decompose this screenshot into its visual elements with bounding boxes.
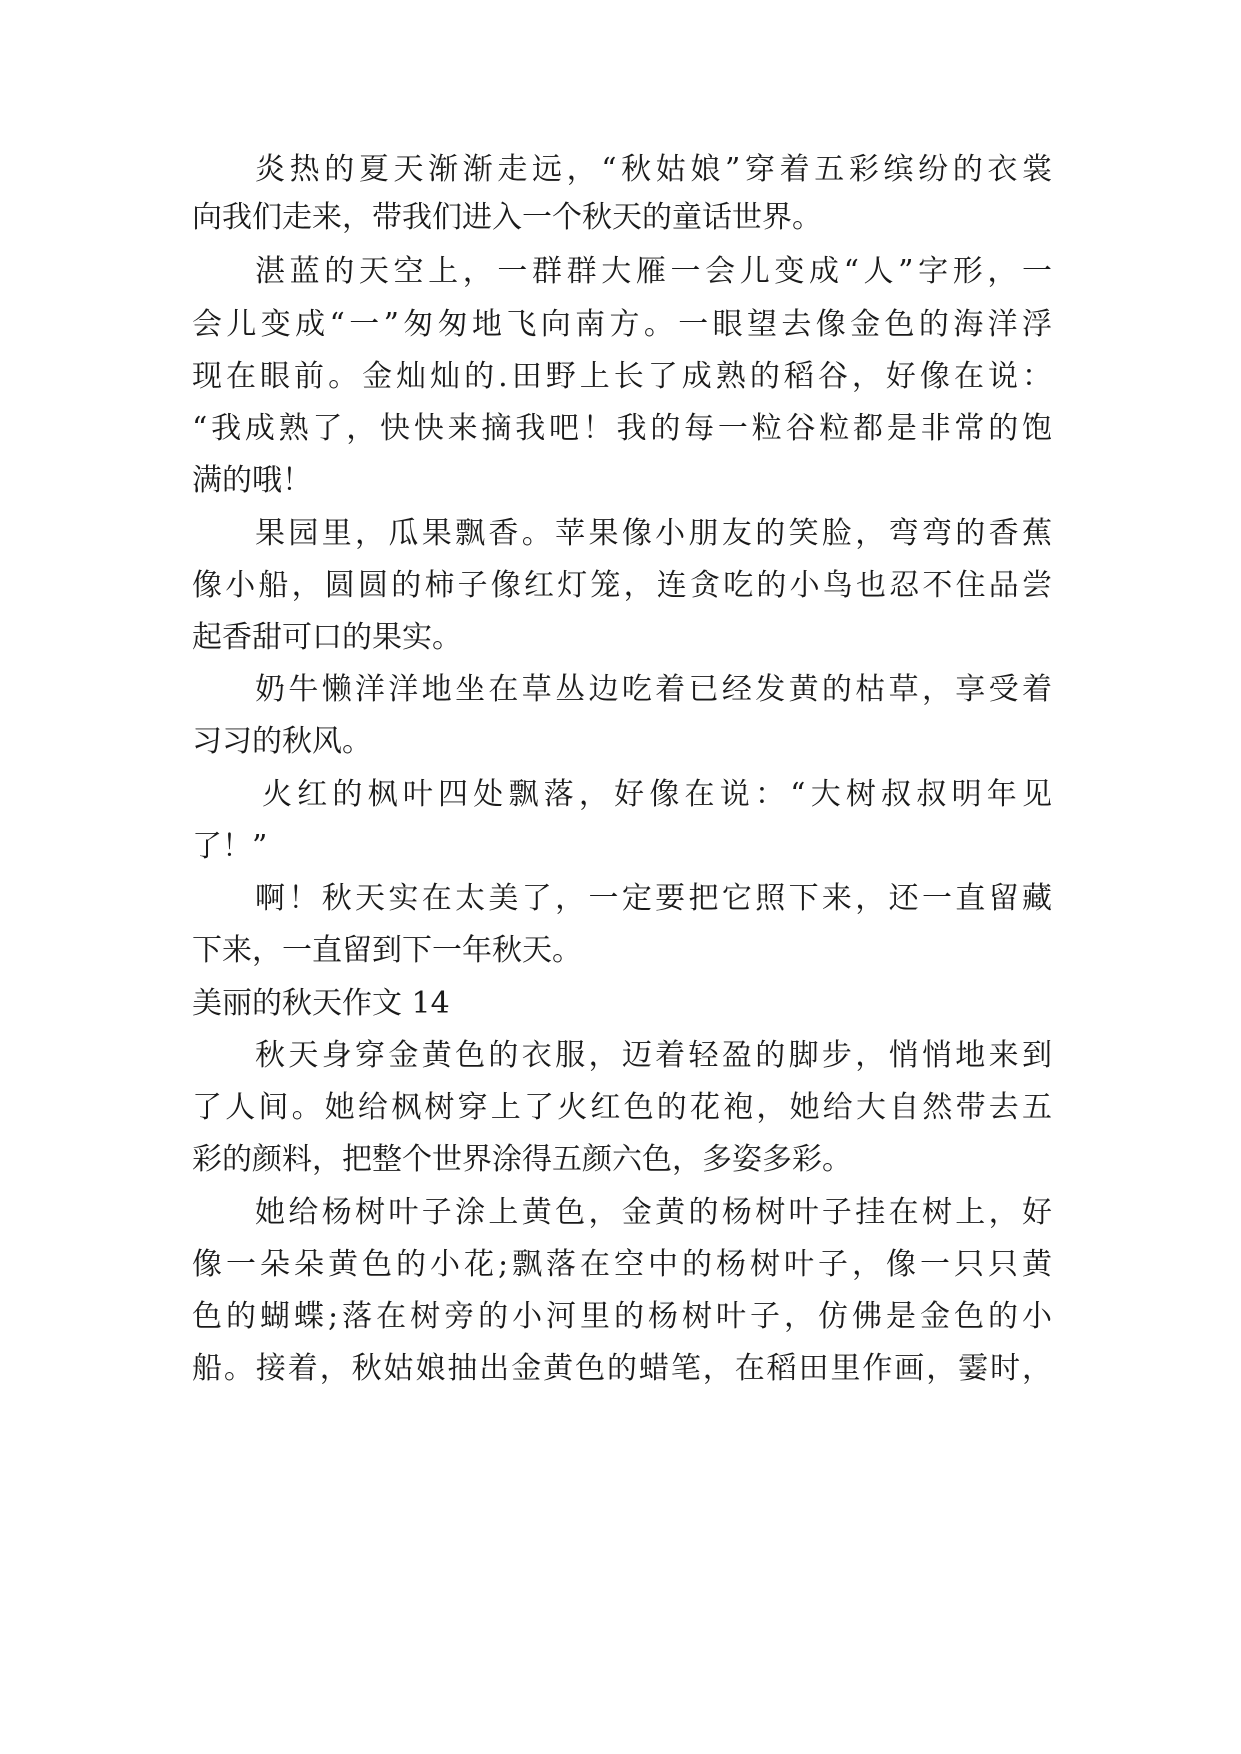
paragraph-6-line-2: 下来，一直留到下一年秋天。 [192,933,582,968]
paragraph-2-line-5: 满的哦！ [192,463,312,498]
paragraph-3-line-1: 果园里，瓜果飘香。苹果像小朋友的笑脸，弯弯的香蕉 [255,516,1052,551]
paragraph-5-line-2: 了！” [192,829,268,864]
section-heading: 美丽的秋天作文 14 [192,986,450,1021]
paragraph-2-line-2: 会儿变成“一”匆匆地飞向南方。一眼望去像金色的海洋浮 [192,307,1052,342]
paragraph-7-line-2: 了人间。她给枫树穿上了火红色的花袍，她给大自然带去五 [192,1090,1052,1125]
paragraph-2-line-3: 现在眼前。金灿灿的.田野上长了成熟的稻谷，好像在说： [192,359,1052,394]
paragraph-2-line-1: 湛蓝的天空上，一群群大雁一会儿变成“人”字形，一 [255,254,1052,289]
paragraph-1-line-1: 炎热的夏天渐渐走远，“秋姑娘”穿着五彩缤纷的衣裳 [255,152,1052,187]
paragraph-6-line-1: 啊！秋天实在太美了，一定要把它照下来，还一直留藏 [255,881,1052,916]
paragraph-4-line-1: 奶牛懒洋洋地坐在草丛边吃着已经发黄的枯草，享受着 [255,672,1052,707]
paragraph-7-line-1: 秋天身穿金黄色的衣服，迈着轻盈的脚步，悄悄地来到 [255,1038,1052,1073]
paragraph-8-line-3: 色的蝴蝶;落在树旁的小河里的杨树叶子，仿佛是金色的小 [192,1299,1052,1334]
paragraph-7-line-3: 彩的颜料，把整个世界涂得五颜六色，多姿多彩。 [192,1142,852,1177]
paragraph-3-line-3: 起香甜可口的果实。 [192,620,462,655]
paragraph-8-line-1: 她给杨树叶子涂上黄色，金黄的杨树叶子挂在树上，好 [255,1195,1052,1230]
paragraph-1-line-2: 向我们走来，带我们进入一个秋天的童话世界。 [192,200,822,235]
paragraph-5-line-1: 火红的枫叶四处飘落，好像在说：“大树叔叔明年见 [262,777,1052,812]
paragraph-4-line-2: 习习的秋风。 [192,724,372,759]
paragraph-8-line-4: 船。接着，秋姑娘抽出金黄色的蜡笔，在稻田里作画，霎时， [192,1351,1052,1386]
paragraph-2-line-4: “我成熟了，快快来摘我吧！我的每一粒谷粒都是非常的饱 [192,411,1052,446]
paragraph-8-line-2: 像一朵朵黄色的小花;飘落在空中的杨树叶子，像一只只黄 [192,1247,1052,1282]
paragraph-3-line-2: 像小船，圆圆的柿子像红灯笼，连贪吃的小鸟也忍不住品尝 [192,568,1052,603]
